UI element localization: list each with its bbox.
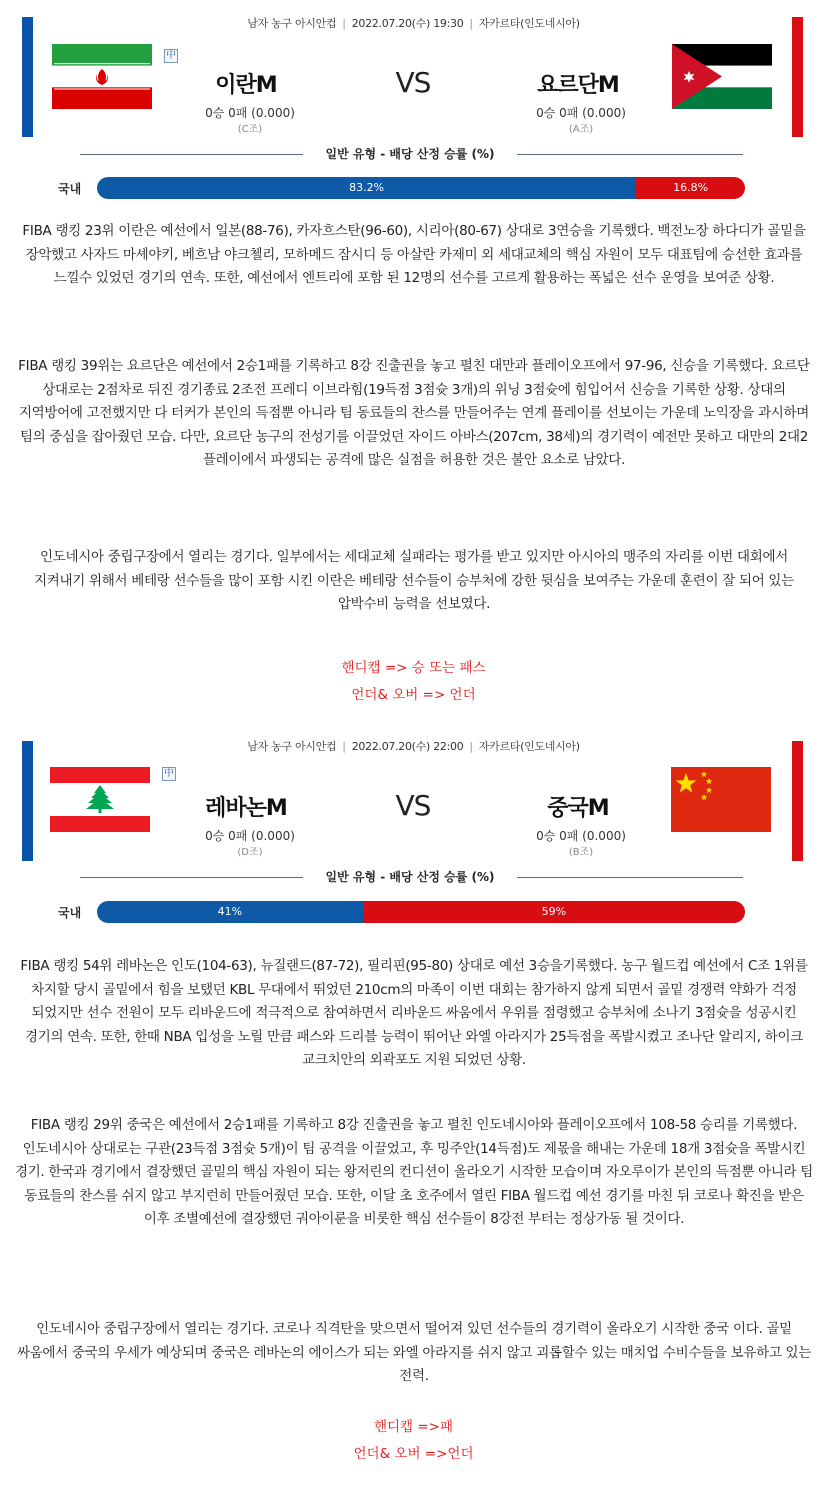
win-rate-bar [97,177,745,199]
match-meta: 남자 농구 아시안컵 | 2022.07.20(수) 19:30 | 자카르타(인도네시아) [247,17,580,30]
home-group: (C조) [237,124,263,135]
venue: 자카르타(인도네시아) [478,17,580,30]
rate-label: 국내 [58,906,82,920]
pick-over-under: 언더& 오버 =>언더 [353,1446,474,1462]
home-group: (D조) [237,847,263,858]
away-team-name: 요르단M [537,73,619,98]
rate-label: 국내 [58,182,82,196]
pick-handicap: 핸디캡 => 승 또는 패스 [341,660,486,676]
away-color-bar [792,741,803,861]
home-team-name: 이란M [215,73,277,98]
away-record: 0승 0패 (0.000) [536,829,626,843]
analysis-paragraph-home: FIBA 랭킹 54위 레바논은 인도(104-63), 뉴질랜드(87-72), 필리핀(95-80) 상대로 예선 3승을기록했다. 농구 월드컵 예선에서 C조 1위를 차지할 당시 골밑에서 힘을 보탰던 KBL 무대에서 뛰었던 210cm의 마족이 이번 대회는 참가하지 않게 되면서 골밑 경쟁력 약화가 걱정 되었지만 선수 전원이 모두 리바운드에 적극적으로 참여하면서 리바운드 싸움에서 우위를 점령했고 승부처에 소나기 3점슛을 성공시킨 경기의 연속. 또한, 한때 NBA 입성을 노릴 만큼 패스와 드리블 능력이 뛰어난 와엘 아라지가 25득점을 폭발시켰고 조나단 알리지, 하이크 교크치안의 외곽포도 지원 되었던 상황. [20,958,808,1068]
home-record: 0승 0패 (0.000) [205,106,295,120]
match-datetime: 2022.07.20(수) 22:00 [351,740,464,753]
league: 남자 농구 아시안컵 [247,17,337,30]
analysis-paragraph-summary: 인도네시아 중립구장에서 열리는 경기다. 일부에서는 세대교체 실패라는 평가를 받고 있지만 아시아의 맹주의 자리를 이번 대회에서 지켜내기 위해서 베테랑 선수들을 많이 포함 시킨 이란은 베테랑 선수들이 승부처에 강한 뒷심을 보여주는 가운데 훈련이 잘 되어 있는 압박수비 능력을 선보였다. [34,549,794,612]
away-win-rate: 59% [363,901,745,923]
analysis-paragraph-away: FIBA 랭킹 39위는 요르단은 예선에서 2승1패를 기록하고 8강 진출권을 놓고 펼친 대만과 플레이오프에서 97-96, 신승을 기록했다. 요르단 상대로는 2점차로 뒤진 경기종료 2조전 프레디 이브라힘(19득점 3점슛 3개)의 위닝 3점슛에 힘입어서 신승을 기록한 상황. 상대의 지역방어에 고전했지만 다 터커가 본인의 득점뿐 아니라 팀 동료들의 찬스를 만들어주는 연계 플레이를 선보이는 가운데 노익장을 과시하며 팀의 중심을 잡아줬던 모습. 다만, 요르단 농구의 전성기를 이끌었던 자이드 아바스(207cm, 38세)의 경기력이 예전만 못하고 대만의 2대2 플레이에서 파생되는 공격에 많은 실점을 허용한 것은 불안 요소로 남았다. [18,358,810,468]
away-team-name: 중국M [547,796,609,821]
analysis-paragraph-home: FIBA 랭킹 23위 이란은 예선에서 일본(88-76), 카자흐스탄(96-60), 시리아(80-67) 상대로 3연승을 기록했다. 백전노장 하다디가 골밑을 장악했고 사자드 마셰야키, 베흐남 야크첼리, 모하메드 잠시디 등 아살란 카제미 외 세대교체의 핵심 자원이 모두 대표팀에 승선한 효과를 느낄수 있었던 경기의 연속. 또한, 예선에서 엔트리에 포함 된 12명의 선수를 고르게 활용하는 폭넓은 선수 운영을 보여준 상황. [22,223,806,286]
neutral-venue-badge: 中 [164,768,174,779]
away-record: 0승 0패 (0.000) [536,106,626,120]
win-rate-bar [97,901,745,923]
pick-over-under: 언더& 오버 => 언더 [351,687,476,703]
away-color-bar [792,17,803,137]
away-group: (A조) [568,124,594,135]
pick-handicap: 핸디캡 =>패 [373,1419,454,1435]
rate-title: 일반 유형 - 배당 산정 승률 (%) [303,145,517,162]
lebanon-flag-icon [50,767,150,832]
iran-flag-icon [52,44,152,109]
home-win-rate: 83.2% [97,177,636,199]
venue: 자카르타(인도네시아) [478,740,580,753]
home-color-bar [22,741,33,861]
vs-label: VS [395,66,431,99]
analysis-paragraph-summary: 인도네시아 중립구장에서 열리는 경기다. 코로나 직격탄을 맞으면서 떨어져 있던 선수들의 경기력이 올라오기 시작한 중국 이다. 골밑 싸움에서 중국의 우세가 예상되며 중국은 레바논의 에이스가 되는 와엘 아라지를 쉬지 않고 괴롭할수 있는 매치업 수비수들을 보유하고 있는 전력. [16,1321,812,1384]
china-flag-icon [671,767,771,832]
home-win-rate: 41% [97,901,363,923]
home-team-name: 레바논M [205,796,287,821]
match-datetime: 2022.07.20(수) 19:30 [351,17,464,30]
jordan-flag-icon [672,44,772,109]
league: 남자 농구 아시안컵 [247,740,337,753]
home-record: 0승 0패 (0.000) [205,829,295,843]
analysis-paragraph-away: FIBA 랭킹 29위 중국은 예선에서 2승1패를 기록하고 8강 진출권을 놓고 펼친 인도네시아와 플레이오프에서 108-58 승리를 기록했다. 인도네시아 상대로는 구관(23득점 3점슛 5개)이 팀 공격을 이끌었고, 후 밍주안(14득점)도 제몫을 해내는 가운데 18개 3점슛을 폭발시킨 경기. 한국과 경기에서 결장했던 골밑의 핵심 자원이 되는 왕저린의 컨디션이 올라오기 시작한 모습이며 자오루이가 본인의 득점뿐 아니라 팀 동료들의 찬스를 쉬지 않고 부지런히 만들어줬던 모습. 또한, 이달 초 호주에서 열린 FIBA 월드컵 예선 경기를 마친 뒤 코로나 확진을 받은 이후 조별예선에 결장했던 궈아이룬을 비롯한 핵심 선수들이 8강전 부터는 정상가동 될 것이다. [14,1117,814,1227]
match-meta: 남자 농구 아시안컵 | 2022.07.20(수) 22:00 | 자카르타(인도네시아) [247,740,580,753]
neutral-venue-badge: 中 [166,50,176,61]
vs-label: VS [395,789,431,822]
rate-title: 일반 유형 - 배당 산정 승률 (%) [303,868,517,885]
home-color-bar [22,17,33,137]
away-group: (B조) [568,847,594,858]
away-win-rate: 16.8% [636,177,745,199]
